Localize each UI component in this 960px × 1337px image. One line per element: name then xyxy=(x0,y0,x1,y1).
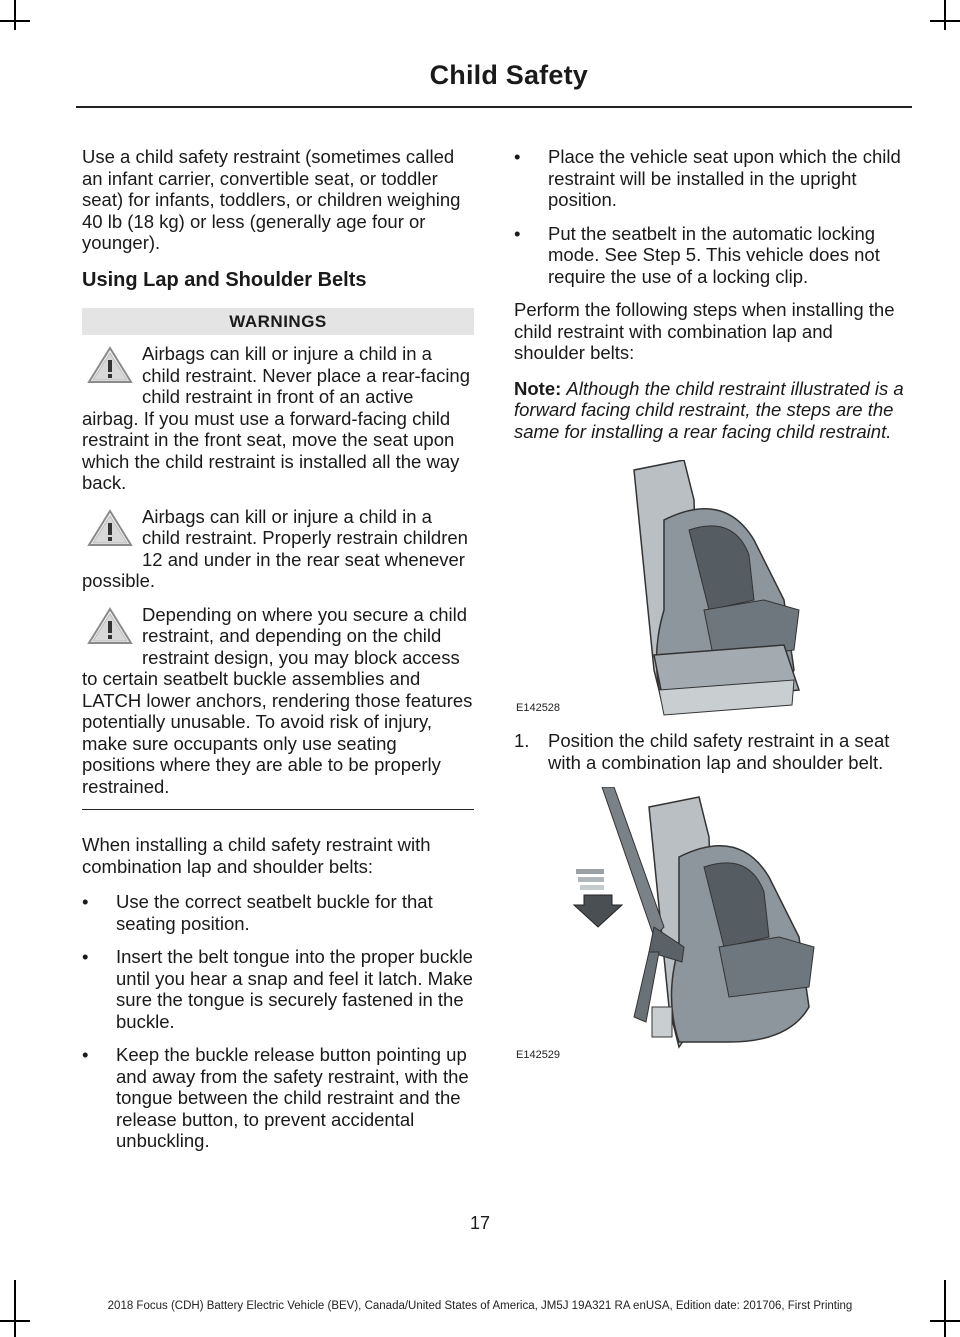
figure-code: E142529 xyxy=(516,1049,561,1061)
warning-triangle-icon xyxy=(86,606,134,646)
bullet-list xyxy=(82,891,474,1152)
warning-text: Depending on where you secure a child restraint, and depending on the child restraint design, you may block access to certain seatbelt buckle assemblies and LATCH lower anchors, rendering those features potentially unusable. To avoid risk of injury, make sure occupants only use seating positions where they are able to be properly restrained. xyxy=(82,603,473,797)
crop-mark xyxy=(14,0,16,30)
header-divider xyxy=(76,106,912,108)
page-number: 17 xyxy=(469,1213,491,1233)
child-seat-belt-illustration xyxy=(514,787,906,1052)
bullet-list xyxy=(514,146,906,287)
warning-text: Airbags can kill or injure a child in a child restraint. Never place a rear-facing child restraint in front of an active airbag. If you must use a forward-facing child restraint in the front seat, move the seat upon which the child restraint is installed all the way back. xyxy=(82,343,471,493)
step-number: 1. xyxy=(514,730,530,751)
crop-mark xyxy=(0,1320,30,1322)
warning-item xyxy=(82,343,474,494)
crop-mark xyxy=(930,20,960,22)
section-heading: Using Lap and Shoulder Belts xyxy=(82,268,367,291)
note-label: Note: xyxy=(514,377,562,399)
warning-item xyxy=(82,604,474,798)
warning-triangle-icon xyxy=(86,345,134,385)
figure-child-seat xyxy=(514,460,906,730)
warnings-end-rule xyxy=(82,809,474,810)
list-item: • Place the vehicle seat upon which the child restraint will be installed in the upright position. xyxy=(514,146,906,211)
steps-intro: Perform the following steps when installing the child restraint with combination lap and shoulder belts: xyxy=(514,299,895,363)
list-item: • Use the correct seatbelt buckle for that seating position. xyxy=(82,891,474,934)
installing-intro: When installing a child safety restraint with combination lap and shoulder belts: xyxy=(82,834,431,877)
list-item: • Insert the belt tongue into the proper buckle until you hear a snap and feel it latch. Make sure the tongue is securely fastened in the buckle. xyxy=(82,946,474,1032)
footer-text: 2018 Focus (CDH) Battery Electric Vehicle (BEV), Canada/United States of America, JM5J 19A321 RA enUSA, Edition date: 201706, First Printing xyxy=(107,1300,853,1312)
crop-mark xyxy=(0,20,30,22)
warning-text: Airbags can kill or injure a child in a child restraint. Properly restrain children 12 and under in the rear seat whenever possible. xyxy=(82,505,468,591)
crop-mark xyxy=(930,1320,960,1322)
left-column xyxy=(82,146,474,1164)
list-item: • Keep the buckle release button pointing up and away from the safety restraint, with the tongue between the child restraint and the release button, to prevent accidental unbuckling. xyxy=(82,1044,474,1152)
figure-child-seat-belt xyxy=(514,787,906,1061)
warning-item xyxy=(82,506,474,592)
warning-triangle-icon xyxy=(86,508,134,548)
note-text: Although the child restraint illustrated is a forward facing child restraint, the steps are the same for installing a rear facing child restraint. xyxy=(514,377,904,442)
crop-mark xyxy=(944,0,946,30)
figure-code: E142528 xyxy=(516,702,561,714)
step-item xyxy=(514,730,906,773)
page-title: Child Safety xyxy=(429,60,588,90)
right-column xyxy=(514,146,906,1061)
step-text: Position the child safety restraint in a seat with a combination lap and shoulder belt. xyxy=(548,730,890,773)
child-seat-illustration xyxy=(514,460,906,720)
list-item: • Put the seatbelt in the automatic locking mode. See Step 5. This vehicle does not require the use of a locking clip. xyxy=(514,223,906,288)
intro-paragraph: Use a child safety restraint (sometimes called an infant carrier, convertible seat, or toddler seat) for infants, toddlers, or children weighing 40 lb (18 kg) or less (generally age four or younger). xyxy=(82,146,461,253)
warnings-header: WARNINGS xyxy=(82,308,474,336)
note xyxy=(514,378,906,443)
